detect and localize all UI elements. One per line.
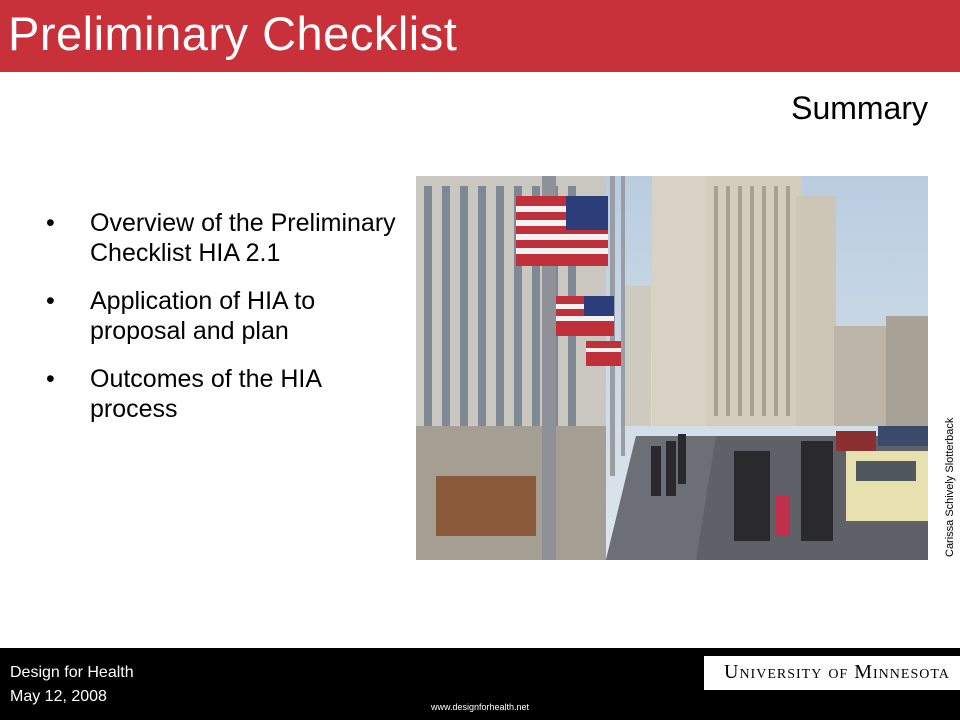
bullet-dot-icon: • [46,365,55,393]
logo-text: University of Minnesota [724,661,950,683]
footer-url: www.designforhealth.net [431,702,530,712]
slide-title: Preliminary Checklist [8,7,458,60]
slide-subtitle: Summary [791,90,928,126]
bullet-dot-icon: • [46,209,55,237]
university-logo [704,656,960,690]
footer-org: Design for Health [10,664,134,681]
bullet-list [46,208,396,442]
bullet-item [46,286,396,346]
bullet-dot-icon: • [46,287,55,315]
bullet-item [46,364,396,424]
street-photo [416,176,928,560]
bullet-text: Overview of the Preliminary Checklist HIA 2.1 [90,209,396,267]
footer-date: May 12, 2008 [10,688,107,705]
photo-credit: Carissa Schively Slotterback [944,417,956,557]
bullet-text: Outcomes of the HIA process [90,365,321,423]
bullet-item [46,208,396,268]
bullet-text: Application of HIA to proposal and plan [90,287,316,345]
